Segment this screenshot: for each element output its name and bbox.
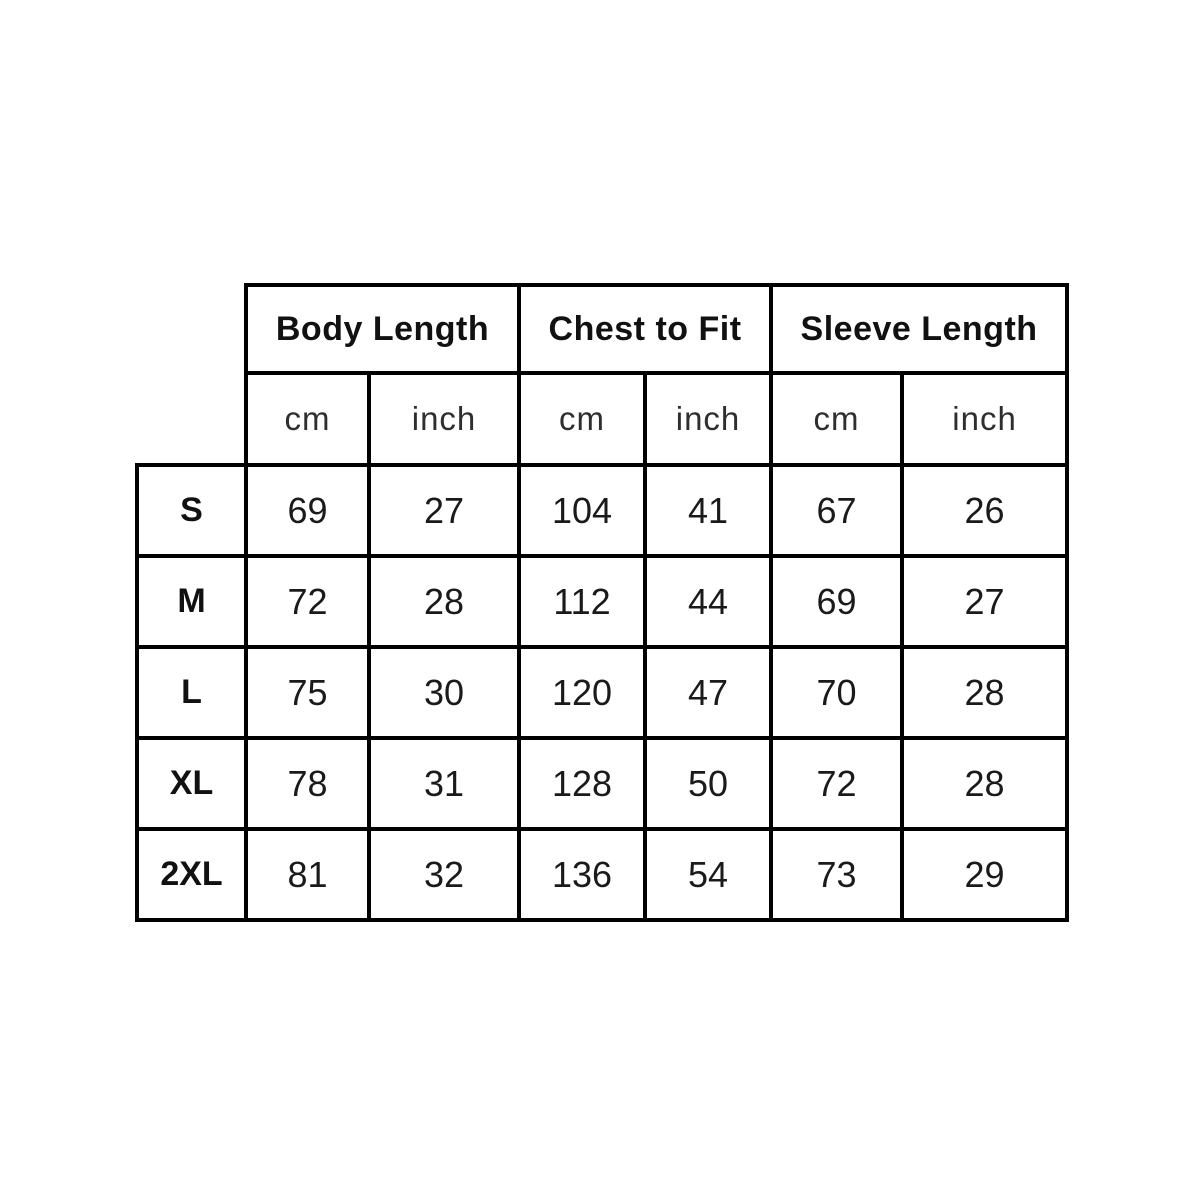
cell-chest-inch: 44 xyxy=(645,556,771,647)
table-row-2xl xyxy=(137,829,1067,920)
corner-blank-cell xyxy=(137,373,246,465)
cell-sleeve-inch: 27 xyxy=(902,556,1067,647)
cell-chest-cm: 112 xyxy=(519,556,645,647)
unit-body-inch: inch xyxy=(369,373,519,465)
cell-body-cm: 75 xyxy=(246,647,369,738)
cell-sleeve-cm: 69 xyxy=(771,556,902,647)
cell-chest-inch: 50 xyxy=(645,738,771,829)
cell-sleeve-cm: 73 xyxy=(771,829,902,920)
row-label: 2XL xyxy=(137,829,246,920)
cell-sleeve-inch: 29 xyxy=(902,829,1067,920)
header-body-length: Body Length xyxy=(246,285,519,373)
cell-body-inch: 31 xyxy=(369,738,519,829)
cell-chest-cm: 104 xyxy=(519,465,645,556)
row-label: S xyxy=(137,465,246,556)
cell-body-cm: 72 xyxy=(246,556,369,647)
unit-body-cm: cm xyxy=(246,373,369,465)
unit-sleeve-inch: inch xyxy=(902,373,1067,465)
table-row-s xyxy=(137,465,1067,556)
cell-chest-inch: 47 xyxy=(645,647,771,738)
cell-sleeve-inch: 28 xyxy=(902,647,1067,738)
row-label: L xyxy=(137,647,246,738)
cell-body-inch: 30 xyxy=(369,647,519,738)
row-label: XL xyxy=(137,738,246,829)
cell-body-cm: 69 xyxy=(246,465,369,556)
cell-body-cm: 78 xyxy=(246,738,369,829)
cell-chest-cm: 136 xyxy=(519,829,645,920)
cell-sleeve-cm: 70 xyxy=(771,647,902,738)
cell-body-cm: 81 xyxy=(246,829,369,920)
group-header-row xyxy=(137,285,1067,373)
cell-body-inch: 27 xyxy=(369,465,519,556)
table-row-m xyxy=(137,556,1067,647)
cell-chest-inch: 41 xyxy=(645,465,771,556)
cell-body-inch: 32 xyxy=(369,829,519,920)
table-row-l xyxy=(137,647,1067,738)
cell-sleeve-inch: 26 xyxy=(902,465,1067,556)
corner-blank-cell xyxy=(137,285,246,373)
table-row-xl xyxy=(137,738,1067,829)
cell-sleeve-cm: 72 xyxy=(771,738,902,829)
cell-body-inch: 28 xyxy=(369,556,519,647)
cell-chest-cm: 128 xyxy=(519,738,645,829)
unit-header-row xyxy=(137,373,1067,465)
header-sleeve-length: Sleeve Length xyxy=(771,285,1067,373)
row-label: M xyxy=(137,556,246,647)
unit-sleeve-cm: cm xyxy=(771,373,902,465)
size-chart-table xyxy=(135,283,1069,922)
cell-chest-inch: 54 xyxy=(645,829,771,920)
cell-chest-cm: 120 xyxy=(519,647,645,738)
cell-sleeve-inch: 28 xyxy=(902,738,1067,829)
header-chest-to-fit: Chest to Fit xyxy=(519,285,771,373)
unit-chest-cm: cm xyxy=(519,373,645,465)
cell-sleeve-cm: 67 xyxy=(771,465,902,556)
unit-chest-inch: inch xyxy=(645,373,771,465)
